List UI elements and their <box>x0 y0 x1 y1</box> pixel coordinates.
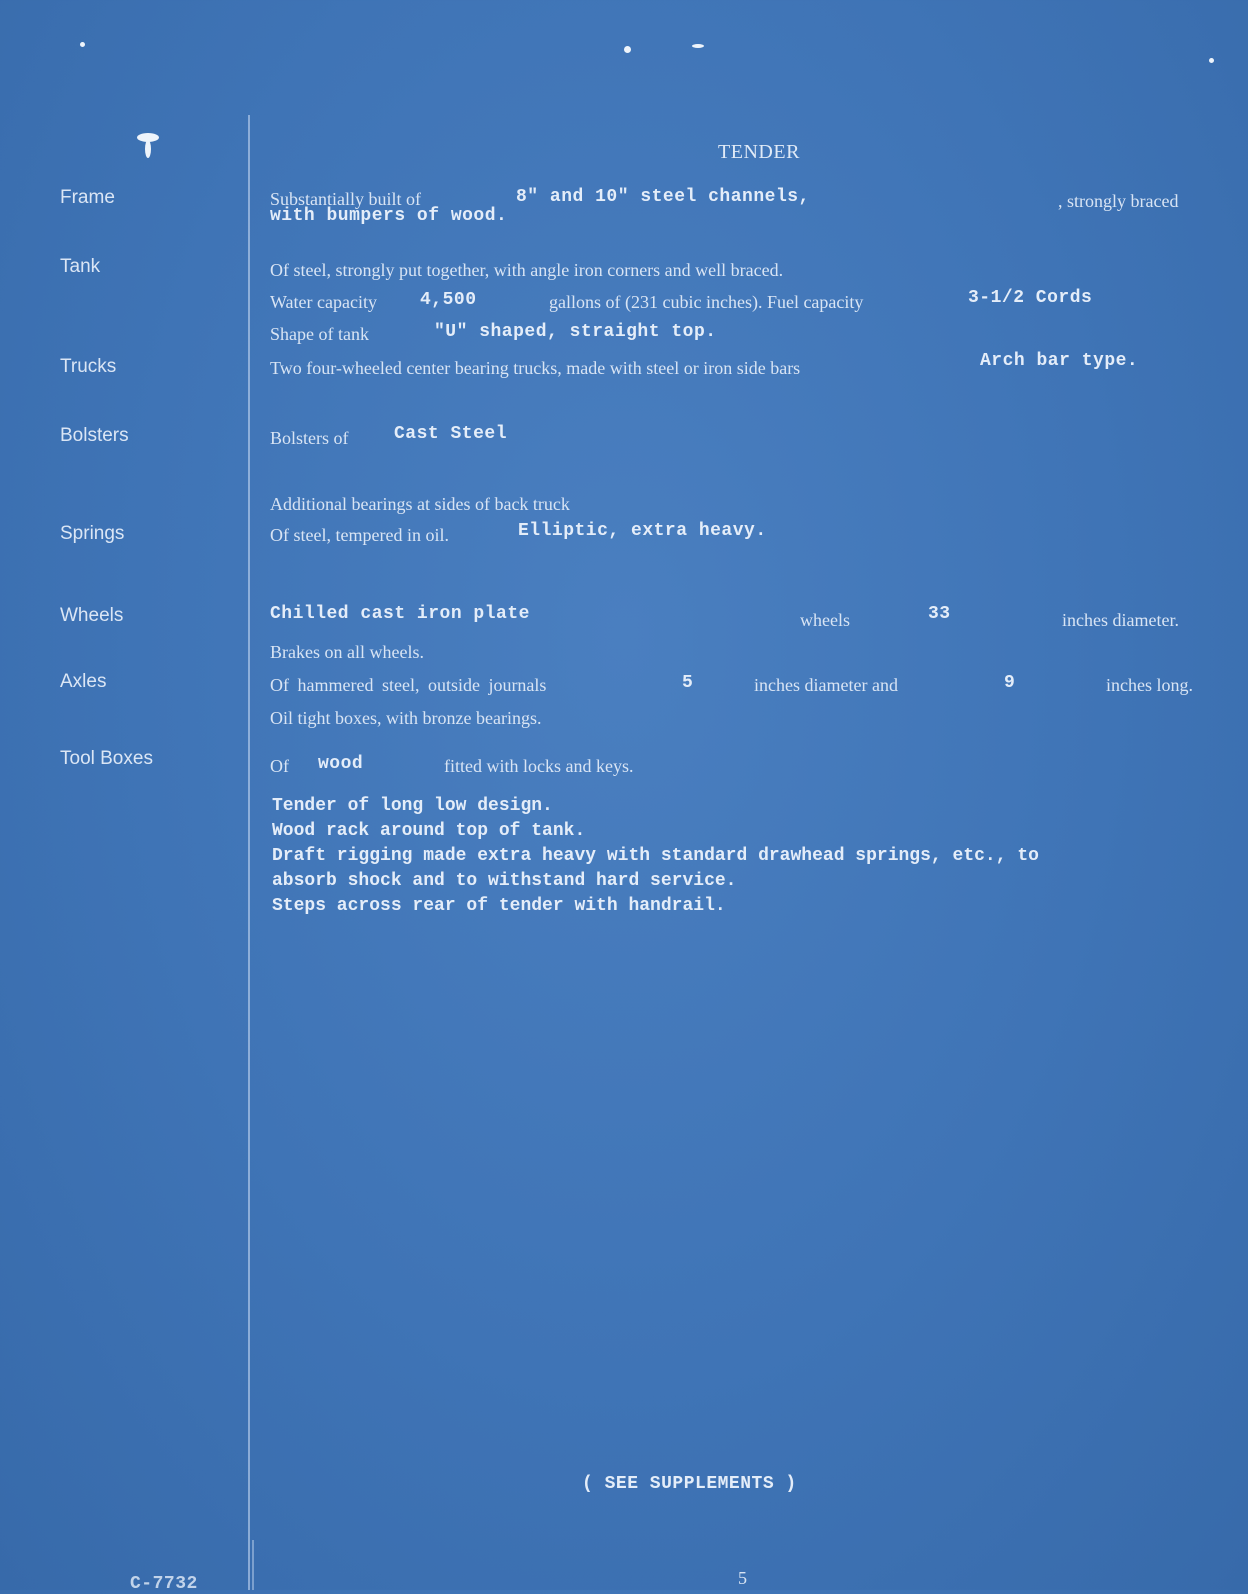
bolsters-text: Bolsters of <box>270 428 349 448</box>
document-code: C-7732 <box>130 1574 198 1594</box>
frame-value: 8" and 10" steel channels, <box>516 187 810 207</box>
wheels-brakes: Brakes on all wheels. <box>270 642 424 662</box>
note-line: absorb shock and to withstand hard service. <box>272 871 737 891</box>
frame-prefix: Substantially built of <box>270 189 421 209</box>
springs-value: Elliptic, extra heavy. <box>518 521 767 541</box>
page-number: 5 <box>738 1568 747 1588</box>
tank-gallons-text: gallons of (231 cubic inches). Fuel capacity <box>549 292 864 312</box>
note-line: Steps across rear of tender with handrail. <box>272 896 726 916</box>
note-line: Draft rigging made extra heavy with standard drawhead springs, etc., to <box>272 846 1039 866</box>
tank-line1: Of steel, strongly put together, with angle iron corners and well braced. <box>270 260 784 280</box>
tank-fuel-value: 3-1/2 Cords <box>968 288 1093 308</box>
axles-suffix: inches long. <box>1106 675 1193 695</box>
wheels-suffix: inches diameter. <box>1062 610 1179 630</box>
axles-mid: inches diameter and <box>754 675 898 695</box>
label-axles: Axles <box>60 671 107 692</box>
wheels-word: wheels <box>800 610 850 630</box>
bolsters-value: Cast Steel <box>394 424 508 444</box>
label-frame: Frame <box>60 187 115 208</box>
note-line: Tender of long low design. <box>272 796 553 816</box>
wheels-diameter: 33 <box>928 604 951 624</box>
tank-shape-value: "U" shaped, straight top. <box>434 322 717 342</box>
springs-text: Of steel, tempered in oil. <box>270 525 449 545</box>
label-wheels: Wheels <box>60 605 124 626</box>
vertical-rule-secondary <box>252 1540 254 1590</box>
note-line: Wood rack around top of tank. <box>272 821 586 841</box>
axles-journal-length: 9 <box>1004 673 1016 693</box>
toolboxes-suffix: fitted with locks and keys. <box>444 756 634 776</box>
trucks-text: Two four-wheeled center bearing trucks, made with steel or iron side bars <box>270 358 801 378</box>
label-bolsters: Bolsters <box>60 425 129 446</box>
see-supplements: ( SEE SUPPLEMENTS ) <box>582 1474 797 1494</box>
tank-shape-label: Shape of tank <box>270 324 369 344</box>
tank-water-label: Water capacity <box>270 292 377 312</box>
toolboxes-prefix: Of <box>270 756 289 776</box>
label-tool-boxes: Tool Boxes <box>60 748 153 769</box>
axles-text: Of hammered steel, outside journals <box>270 675 547 695</box>
frame-suffix: , strongly braced <box>1058 191 1179 211</box>
tank-water-value: 4,500 <box>420 290 477 310</box>
axles-boxes: Oil tight boxes, with bronze bearings. <box>270 708 542 728</box>
vertical-rule <box>248 115 250 1590</box>
label-trucks: Trucks <box>60 356 117 377</box>
label-springs: Springs <box>60 523 125 544</box>
frame-line2: with bumpers of wood. <box>270 206 508 226</box>
wheels-value: Chilled cast iron plate <box>270 604 530 624</box>
page-title: TENDER <box>718 141 800 163</box>
hole-mark <box>80 42 85 47</box>
toolboxes-value: wood <box>318 754 364 774</box>
hole-mark <box>692 44 704 48</box>
hole-mark <box>1209 58 1214 63</box>
trucks-value: Arch bar type. <box>980 351 1139 371</box>
notes-block <box>272 794 1039 919</box>
label-tank: Tank <box>60 256 101 277</box>
axles-journal-diameter: 5 <box>682 673 694 693</box>
springs-additional: Additional bearings at sides of back truck <box>270 494 570 514</box>
hole-mark <box>624 46 631 53</box>
